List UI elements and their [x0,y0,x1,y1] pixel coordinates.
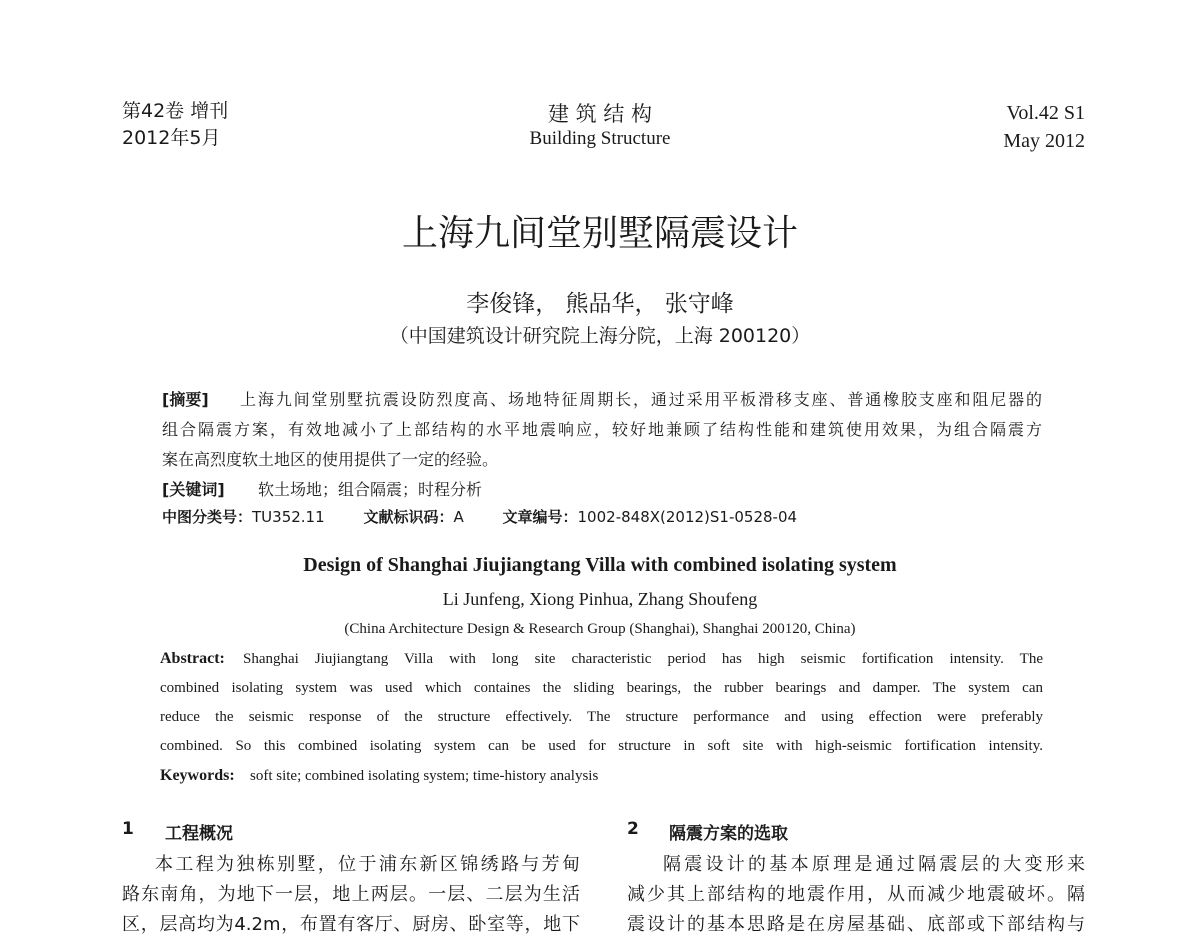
authors-en: Li Junfeng, Xiong Pinhua, Zhang Shoufeng [442,589,758,609]
doc-code-value: A [453,508,464,526]
journal-title-en: Building Structure [529,128,671,149]
section-heading: 隔震方案的选取 [669,824,788,844]
abstract-en-label: Abstract: [160,650,225,667]
body-line: 本工程为独栋别墅，位于浦东新区锦绣路与芳甸 [155,854,580,875]
authors-cn: 李俊锋， 熊品华， 张守峰 [466,291,734,317]
body-line: 隔震设计的基本原理是通过隔震层的大变形来 [663,854,1085,875]
abstract-cn-line: 组合隔震方案，有效地减小了上部结构的水平地震响应，较好地兼顾了结构性能和建筑使用效果，为组合隔震方 [162,420,1042,439]
affiliation-cn: （中国建筑设计研究院上海分院，上海 200120） [389,325,811,347]
section-heading: 工程概况 [165,824,233,844]
body-line: 路东南角，为地下一层，地上两层。一层、二层为生活 [122,884,580,905]
keywords-en: soft site; combined isolating system; time-history analysis [250,768,599,784]
keywords-cn: 软土场地；组合隔震；时程分析 [258,480,483,499]
affiliation-en: (China Architecture Design & Research Group (Shanghai), Shanghai 200120, China) [344,621,856,637]
date-cn: 2012年5月 [122,127,221,149]
abstract-en-line: Shanghai Jiujiangtang Villa with long site characteristic period has high seismic fortification intensity. The [243,651,1043,667]
volume-en: Vol.42 S1 [1006,102,1085,124]
article-no-label: 文章编号： [502,508,578,526]
article-no-value: 1002-848X(2012)S1-0528-04 [577,508,798,526]
date-en: May 2012 [1003,130,1085,152]
journal-title-cn: 建 筑 结 构 [547,102,653,126]
classification-line [162,506,797,527]
abstract-cn-line: 上海九间堂别墅抗震设防烈度高、场地特征周期长，通过采用平板滑移支座、普通橡胶支座和阻尼器的 [240,390,1042,409]
clc-value: TU352.11 [252,508,325,526]
body-line: 减少其上部结构的地震作用，从而减少地震破坏。隔 [627,884,1085,905]
abstract-en-line: combined. So this combined isolating system can be used for structure in soft site with high-seismic fortification intensity. [160,738,1043,754]
body-line: 区，层高均为4.2m，布置有客厅、厨房、卧室等，地下 [122,914,580,935]
paper-title-en: Design of Shanghai Jiujiangtang Villa with combined isolating system [303,554,897,576]
keywords-en-label: Keywords: [160,767,235,784]
abstract-cn-line: 案在高烈度软土地区的使用提供了一定的经验。 [162,450,499,469]
abstract-en-line: reduce the seismic response of the structure effectively. The structure performance and using effection were preferably [160,709,1043,725]
clc-label: 中图分类号： [162,508,253,526]
abstract-en-line: combined isolating system was used which containes the sliding bearings, the rubber bearings and damper. The system can [160,680,1043,696]
section-number: 2 [627,819,639,839]
section-number: 1 [122,819,134,839]
abstract-cn-label: [摘要] [162,390,209,409]
keywords-cn-label: [关键词] [162,480,225,499]
doc-code-label: 文献标识码： [363,508,454,526]
volume-cn: 第42卷 增刊 [122,100,229,122]
body-line: 震设计的基本思路是在房屋基础、底部或下部结构与 [627,914,1085,935]
paper-title-cn: 上海九间堂别墅隔震设计 [401,213,798,254]
